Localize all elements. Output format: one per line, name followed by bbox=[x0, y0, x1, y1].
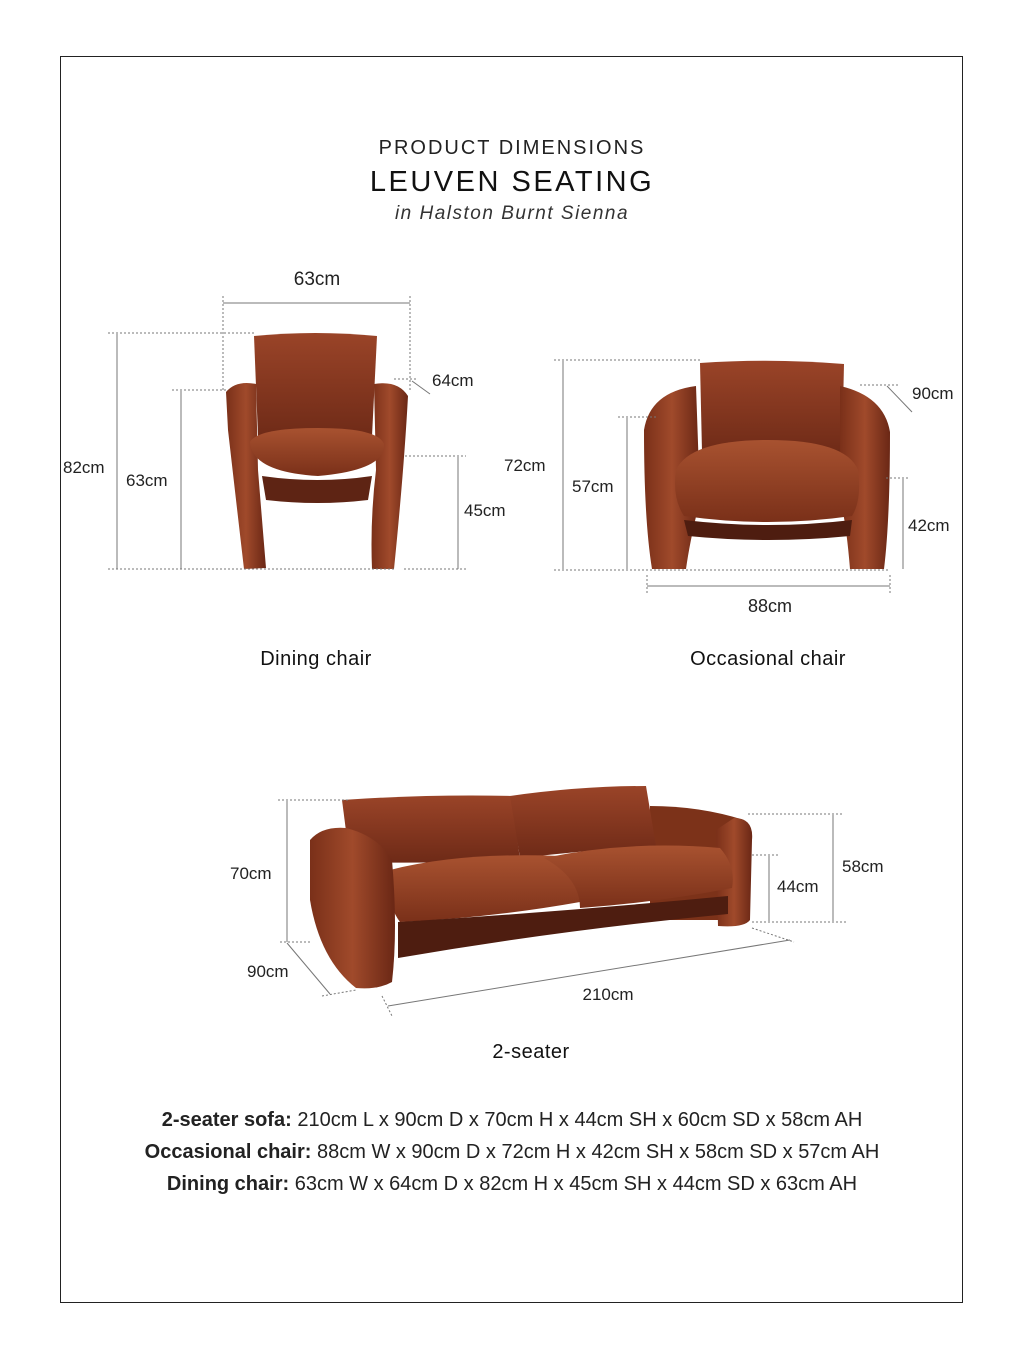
dining-chair-depth-label: 64cm bbox=[432, 371, 474, 390]
dining-chair-arm-height-label: 63cm bbox=[126, 471, 168, 490]
occasional-chair-seat bbox=[675, 440, 859, 522]
finish-subtitle: in Halston Burnt Sienna bbox=[394, 203, 630, 224]
dining-chair-name: Dining chair bbox=[260, 648, 372, 670]
dining-chair-illustration bbox=[226, 333, 408, 569]
spec-value: 63cm W x 64cm D x 82cm H x 45cm SH x 44cm SD x 63cm AH bbox=[294, 1173, 858, 1195]
dining-chair-base bbox=[262, 476, 372, 503]
spec-label: Dining chair: bbox=[166, 1173, 290, 1195]
dining-chair-width-label: 63cm bbox=[293, 269, 341, 290]
dining-chair-seat bbox=[250, 428, 384, 476]
sofa-height-label: 70cm bbox=[230, 864, 272, 883]
occasional-chair-height-label: 72cm bbox=[504, 456, 546, 475]
occasional-chair-name: Occasional chair bbox=[690, 648, 846, 670]
sofa-name: 2-seater bbox=[492, 1041, 570, 1063]
header-subtitle: PRODUCT DIMENSIONS bbox=[378, 137, 646, 159]
sofa-left-arm bbox=[310, 828, 395, 989]
sofa-illustration bbox=[310, 786, 752, 988]
dining-chair-height-label: 82cm bbox=[63, 458, 105, 477]
spec-value: 210cm L x 90cm D x 70cm H x 44cm SH x 60cm SD x 58cm AH bbox=[297, 1109, 863, 1131]
dining-chair-right-arm bbox=[372, 383, 409, 569]
sofa-seat-height-label: 44cm bbox=[777, 877, 819, 896]
occasional-chair-width-label: 88cm bbox=[747, 596, 793, 616]
spec-line-occasional-chair bbox=[145, 1141, 880, 1164]
sofa-length-label: 210cm bbox=[582, 985, 634, 1004]
occasional-chair-arm-height-label: 57cm bbox=[572, 477, 614, 496]
occasional-chair-base bbox=[684, 520, 852, 540]
occasional-chair-illustration bbox=[644, 361, 890, 569]
occasional-chair-seat-height-label: 42cm bbox=[908, 516, 950, 535]
sofa-arm-height-label: 58cm bbox=[842, 857, 884, 876]
page-title: LEUVEN SEATING bbox=[369, 166, 655, 198]
spec-value: 88cm W x 90cm D x 72cm H x 42cm SH x 58cm SD x 57cm AH bbox=[316, 1141, 880, 1163]
dining-chair-back bbox=[254, 333, 377, 439]
spec-line-dining-chair bbox=[167, 1173, 857, 1196]
spec-line-sofa bbox=[162, 1109, 863, 1132]
sofa-depth-label: 90cm bbox=[247, 962, 289, 981]
occasional-chair-depth-label: 90cm bbox=[912, 384, 954, 403]
dining-chair-seat-height-label: 45cm bbox=[464, 501, 506, 520]
spec-label: 2-seater sofa: bbox=[161, 1109, 292, 1131]
spec-label: Occasional chair: bbox=[144, 1141, 312, 1163]
